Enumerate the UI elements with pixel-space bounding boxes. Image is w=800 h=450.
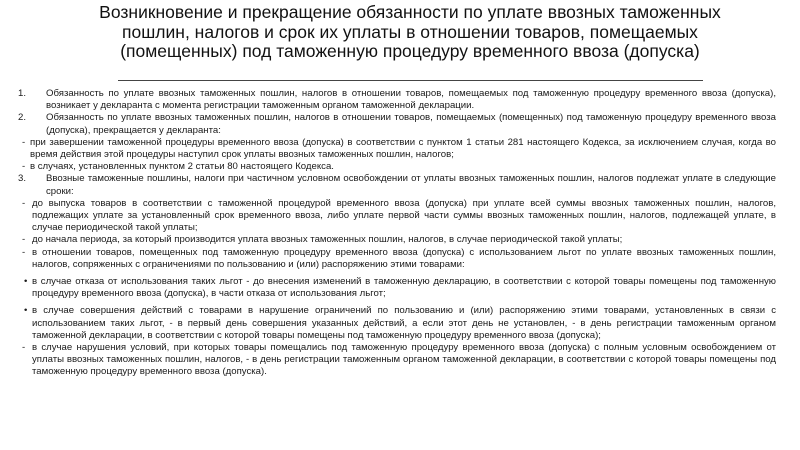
dash-item — [18, 137, 776, 161]
dash-item — [18, 342, 776, 379]
list-marker: - — [22, 246, 26, 258]
list-item-text: в случае нарушения условий, при которых товары помещались под таможенную процедуру временного ввоза (допуска) с полным условным освобождением от уплаты ввозных таможенных пошлин, налогов, - в день регистрации таможенным органом таможенной декларации, в соответствии с которой товары помещены под таможенную процедуру временного ввоза (допуска). — [32, 342, 776, 378]
list-item-text: при завершении таможенной процедуры временного ввоза (допуска) в соответствии с пунктом 1 статьи 281 настоящего Кодекса, за исключением случая, когда во время действия этой процедуры наступил срок уплаты ввозных таможенных пошлин, налогов; — [30, 136, 776, 161]
list-item-3 — [18, 173, 776, 197]
list-item-text: в отношении товаров, помещенных под таможенную процедуру временного ввоза (допуска) с использованием льгот по уплате ввозных таможенных пошлин, налогов, сопряженных с ограничениями по пользованию и (или) распоряжению этими товарами: — [32, 246, 776, 270]
list-item-text: до выпуска товаров в соответствии с таможенной процедурой временного ввоза (допуска) при уплате всей суммы ввозных таможенных пошлин, налогов, подлежащих уплате за установленный срок временного ввоза, либо уплате первой части суммы ввозных таможенных пошлин, налогов, подлежащей уплате, в случае периодической такой уплаты; — [32, 197, 776, 234]
list-item-text: Ввозные таможенные пошлины, налоги при частичном условном освобождении от уплаты ввозных таможенных пошлин, налогов подлежат уплате в следующие сроки: — [46, 173, 776, 197]
slide-body — [18, 88, 776, 379]
title-underline — [118, 80, 703, 81]
list-marker: - — [22, 342, 26, 354]
list-item-text: в случаях, установленных пунктом 2 статьи 80 настоящего Кодекса. — [30, 161, 334, 173]
list-marker: - — [22, 197, 26, 209]
list-marker: - — [22, 161, 26, 173]
list-marker: 2. — [18, 112, 27, 124]
list-item-text: в случае отказа от использования таких льгот - до внесения изменений в таможенную декларацию, в соответствии с которой товары помещены под таможенную процедуру временного ввоза (допуска), в части отказа от использования льгот; — [32, 276, 776, 300]
list-marker: 1. — [18, 88, 27, 99]
dash-item — [18, 234, 776, 246]
list-item-text: Обязанность по уплате ввозных таможенных пошлин, налогов в отношении товаров, помещаемых под таможенную процедуру временного ввоза (допуска), возникает у декларанта с момента регистрации таможенным органом таможенной декларации. — [46, 88, 776, 112]
dash-item — [18, 247, 776, 271]
bullet-item — [18, 305, 776, 342]
dash-item — [18, 198, 776, 235]
list-marker: - — [22, 136, 26, 148]
list-item-text: Обязанность по уплате ввозных таможенных пошлин, налогов в отношении товаров, помещаемых (помещенных) под таможенную процедуру временного ввоза (допуска), прекращается у декларанта: — [46, 112, 776, 136]
dash-item — [18, 161, 776, 173]
list-item-2 — [18, 112, 776, 136]
list-marker: - — [22, 234, 26, 246]
bullet-item — [18, 276, 776, 300]
list-item-text: до начала периода, за который производится уплата ввозных таможенных пошлин, налогов, в случае периодической такой уплаты; — [32, 234, 623, 246]
bullet-icon: • — [24, 305, 28, 317]
list-marker: 3. — [18, 173, 27, 185]
bullet-icon: • — [24, 276, 28, 288]
slide-title: Возникновение и прекращение обязанности по уплате ввозных таможенных пошлин, налогов и срок их уплаты в отношении товаров, помещаемых (помещенных) под таможенную процедуру временного ввоза (допуска) — [99, 2, 721, 61]
list-item-1 — [18, 88, 776, 112]
list-item-text: в случае совершения действий с товарами в нарушение ограничений по пользованию и (или) распоряжению этими товарами, установленных в связи с использованием таких льгот, - в первый день совершения указанных действий, а если этот день не установлен, - в день регистрации таможенным органом таможенной декларации, в соответствии с которой товары помещены под таможенную процедуру временного ввоза (допуска); — [32, 305, 776, 341]
